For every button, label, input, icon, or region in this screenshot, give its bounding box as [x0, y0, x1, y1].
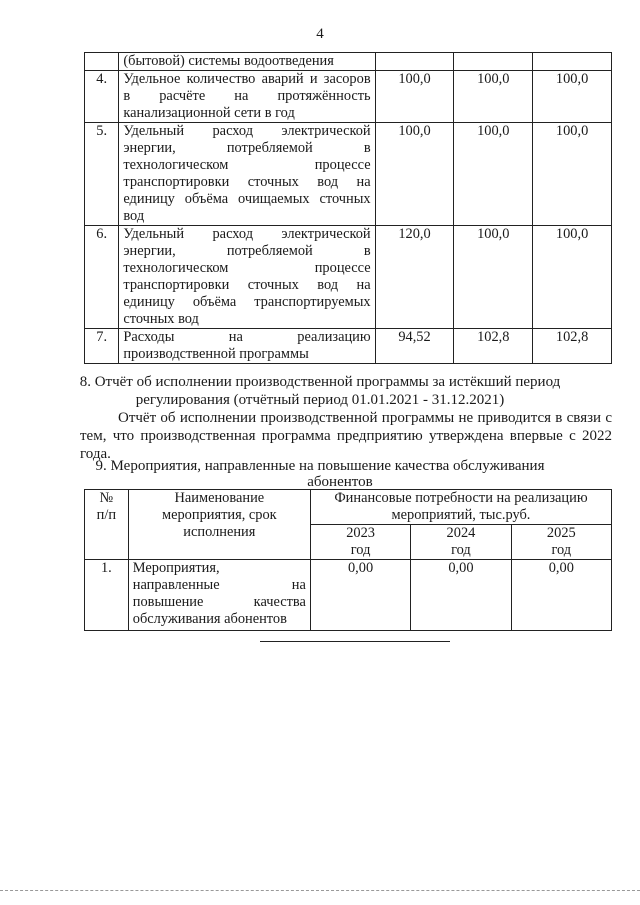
year-2023: 2023	[346, 525, 375, 541]
indicator-line: технологическом процессе	[123, 157, 371, 173]
row-value-2025	[533, 53, 612, 71]
year-2025-label: год	[551, 542, 572, 558]
row-num: 1.	[85, 560, 129, 631]
row-value-2024: 102,8	[454, 329, 533, 364]
indicator-line: Удельный расход электрической	[123, 123, 371, 139]
header-name	[128, 490, 310, 560]
header-num-line2: п/п	[96, 507, 117, 523]
table-row	[85, 226, 612, 329]
table-row	[85, 329, 612, 364]
header-num	[85, 490, 129, 560]
year-2025-cell	[511, 525, 611, 560]
indicator-line: энергии, потребляемой в	[123, 140, 371, 156]
indicator-line: Расходы на реализацию	[123, 329, 371, 345]
row-value-2025: 0,00	[511, 560, 611, 631]
indicator-line: вод	[123, 208, 145, 224]
table-row	[85, 71, 612, 123]
indicator-line: (бытовой) системы водоотведения	[123, 53, 334, 69]
header-finance-line2: мероприятий, тыс.руб.	[391, 507, 531, 523]
table-row	[85, 123, 612, 226]
header-name-line2: мероприятия, срок	[161, 507, 277, 523]
row-value-2024: 100,0	[454, 71, 533, 123]
indicator-line: транспортировки сточных вод на	[123, 174, 371, 190]
indicators-table	[84, 52, 612, 364]
row-value-2023: 94,52	[375, 329, 454, 364]
section9-title-line1: 9. Мероприятия, направленные на повышение качества обслуживания	[95, 458, 545, 474]
row-indicator	[119, 53, 375, 71]
row-name-line2: направленные на	[132, 577, 306, 593]
year-2024-label: год	[451, 542, 471, 558]
measures-table	[84, 489, 612, 631]
row-value-2023: 120,0	[375, 226, 454, 329]
separator-line	[260, 641, 450, 642]
row-value-2025: 100,0	[533, 71, 612, 123]
table-row	[85, 53, 612, 71]
row-value-2024	[454, 53, 533, 71]
section9-title-line2: абонентов	[307, 474, 373, 490]
header-finance	[310, 490, 611, 525]
indicator-line: энергии, потребляемой в	[123, 243, 371, 259]
row-value-2023: 0,00	[310, 560, 410, 631]
indicator-line: единицу объёма очищаемых сточных	[123, 191, 371, 207]
indicator-line: канализационной сети в год	[123, 105, 295, 121]
indicator-line: транспортировки сточных вод на	[123, 277, 371, 293]
indicator-line: сточных вод	[123, 311, 199, 327]
row-value-2024: 100,0	[454, 226, 533, 329]
row-value-2023: 100,0	[375, 123, 454, 226]
header-num-line1: №	[99, 490, 114, 506]
indicator-line: единицу объёма транспортируемых	[123, 294, 371, 310]
row-num: 4.	[85, 71, 119, 123]
row-value-2023	[375, 53, 454, 71]
row-indicator	[119, 71, 375, 123]
row-value-2024: 0,00	[411, 560, 511, 631]
year-2024-cell	[411, 525, 511, 560]
indicator-line: технологическом процессе	[123, 260, 371, 276]
header-name-line1: Наименование	[174, 490, 265, 506]
year-2023-cell	[310, 525, 410, 560]
row-value-2025: 100,0	[533, 123, 612, 226]
row-value-2025: 100,0	[533, 226, 612, 329]
row-name	[128, 560, 310, 631]
section8-title-line1: 8. Отчёт об исполнении производственной программы за истёкший период	[79, 374, 561, 390]
header-finance-line1: Финансовые потребности на реализацию	[334, 490, 588, 506]
row-name-line1: Мероприятия,	[132, 560, 220, 576]
indicator-line: в расчёте на протяжённость	[123, 88, 371, 104]
year-2025: 2025	[546, 525, 576, 541]
year-2023-label: год	[350, 542, 371, 558]
row-value-2025: 102,8	[533, 329, 612, 364]
scan-footer-line	[0, 890, 640, 891]
row-indicator	[119, 123, 375, 226]
section8-paragraph: Отчёт об исполнении производственной программы не приводится в связи с тем, что производственная программа предприятию утверждена впервые с 2022 года.	[80, 410, 612, 462]
row-num: 7.	[85, 329, 119, 364]
table-row	[85, 560, 612, 631]
year-2024: 2024	[446, 525, 476, 541]
section8-title-line2: регулирования (отчётный период 01.01.2021 - 31.12.2021)	[135, 392, 505, 408]
row-name-line4: обслуживания абонентов	[132, 611, 287, 627]
row-indicator	[119, 329, 375, 364]
row-value-2023: 100,0	[375, 71, 454, 123]
row-name-line3: повышение качества	[132, 594, 306, 610]
row-value-2024: 100,0	[454, 123, 533, 226]
indicator-line: производственной программы	[123, 346, 309, 362]
indicator-line: Удельный расход электрической	[123, 226, 371, 242]
page-number: 4	[316, 26, 324, 42]
indicator-line: Удельное количество аварий и засоров	[123, 71, 371, 87]
row-indicator	[119, 226, 375, 329]
row-num: 5.	[85, 123, 119, 226]
row-num	[85, 53, 119, 71]
row-num: 6.	[85, 226, 119, 329]
header-name-line3: исполнения	[183, 524, 256, 540]
